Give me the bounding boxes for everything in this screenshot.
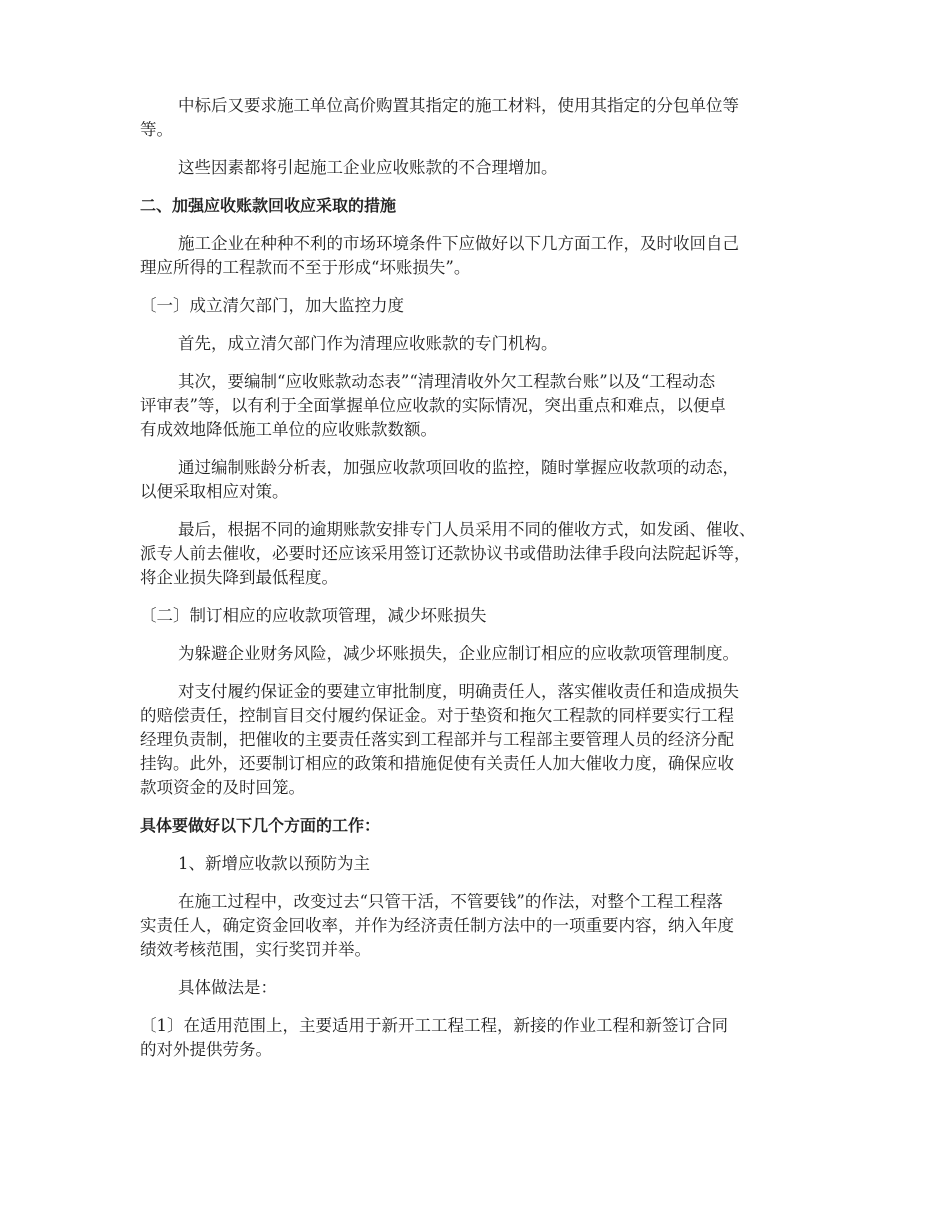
text-line: 评审表”等，以有利于全面掌握单位应收款的实际情况，突出重点和难点，以便卓 xyxy=(140,396,726,415)
paragraph-9 xyxy=(140,680,824,800)
text-line: 以便采取相应对策。 xyxy=(140,482,289,501)
text-line: 绩效考核范围，实行奖罚并举。 xyxy=(140,940,371,959)
text-line: 挂钩。此外，还要制订相应的政策和措施促使有关责任人加大催收力度，确保应收 xyxy=(140,754,734,773)
paragraph-8 xyxy=(140,642,824,666)
text-line: 最后，根据不同的逾期账款安排专门人员采用不同的催收方式，如发函、催收、 xyxy=(178,520,756,539)
heading-text: 二、加强应收账款回收应采取的措施 xyxy=(140,196,397,215)
heading-text: 具体要做好以下几个方面的工作： xyxy=(140,816,381,835)
text-line: 〔1〕在适用范围上，主要适用于新开工工程工程，新接的作业工程和新签订合同 xyxy=(140,1016,728,1035)
paragraph-6 xyxy=(140,456,824,504)
text-line: 为躲避企业财务风险，减少坏账损失，企业应制订相应的应收款项管理制度。 xyxy=(178,644,739,663)
text-line: 〔二〕制订相应的应收款项管理，减少坏账损失 xyxy=(140,606,487,625)
text-line: 派专人前去催收，必要时还应该采用签订还款协议书或借助法律手段向法院起诉等， xyxy=(140,544,751,563)
subheading-2 xyxy=(140,604,824,628)
text-line: 通过编制账龄分析表，加强应收款项回收的监控，随时掌握应收款项的动态， xyxy=(178,458,739,477)
text-line: 对支付履约保证金的要建立审批制度，明确责任人，落实催收责任和造成损失 xyxy=(178,682,739,701)
paragraph-12 xyxy=(140,1014,824,1062)
document-page xyxy=(140,94,824,1076)
paragraph-4 xyxy=(140,332,824,356)
paragraph-7 xyxy=(140,518,824,590)
text-line: 实责任人，确定资金回收率，并作为经济责任制方法中的一项重要内容，纳入年度 xyxy=(140,916,734,935)
text-line: 等。 xyxy=(140,120,173,139)
paragraph-5 xyxy=(140,370,824,442)
paragraph-10 xyxy=(140,890,824,962)
section-heading-2 xyxy=(140,194,824,218)
text-line: 中标后又要求施工单位高价购置其指定的施工材料，使用其指定的分包单位等 xyxy=(178,96,739,115)
text-line: 首先，成立清欠部门作为清理应收账款的专门机构。 xyxy=(178,334,558,353)
text-line: 的对外提供劳务。 xyxy=(140,1040,272,1059)
text-line: 在施工过程中，改变过去“只管干活，不管要钱”的作法，对整个工程工程落 xyxy=(178,892,723,911)
text-line: 的赔偿责任，控制盲目交付履约保证金。对于垫资和拖欠工程款的同样要实行工程 xyxy=(140,706,734,725)
text-line: 经理负责制，把催收的主要责任落实到工程部并与工程部主要管理人员的经济分配 xyxy=(140,730,734,749)
paragraph-3 xyxy=(140,232,824,280)
list-heading-1 xyxy=(140,852,824,876)
subheading-1 xyxy=(140,294,824,318)
text-line: 款项资金的及时回笼。 xyxy=(140,778,305,797)
text-line: 将企业损失降到最低程度。 xyxy=(140,568,338,587)
text-line: 这些因素都将引起施工企业应收账款的不合理增加。 xyxy=(178,158,558,177)
paragraph-2 xyxy=(140,156,824,180)
text-line: 其次，要编制“应收账款动态表”“清理清收外欠工程款台账”以及“工程动态 xyxy=(178,372,716,391)
text-line: 1、新增应收款以预防为主 xyxy=(178,854,370,873)
text-line: 〔一〕成立清欠部门，加大监控力度 xyxy=(140,296,404,315)
paragraph-11 xyxy=(140,976,824,1000)
text-line: 有成效地降低施工单位的应收账款数额。 xyxy=(140,420,437,439)
text-line: 理应所得的工程款而不至于形成“坏账损失”。 xyxy=(140,258,471,277)
text-line: 施工企业在种种不利的市场环境条件下应做好以下几方面工作，及时收回自己 xyxy=(178,234,739,253)
paragraph-1 xyxy=(140,94,824,142)
text-line: 具体做法是： xyxy=(178,978,277,997)
bold-heading xyxy=(140,814,824,838)
